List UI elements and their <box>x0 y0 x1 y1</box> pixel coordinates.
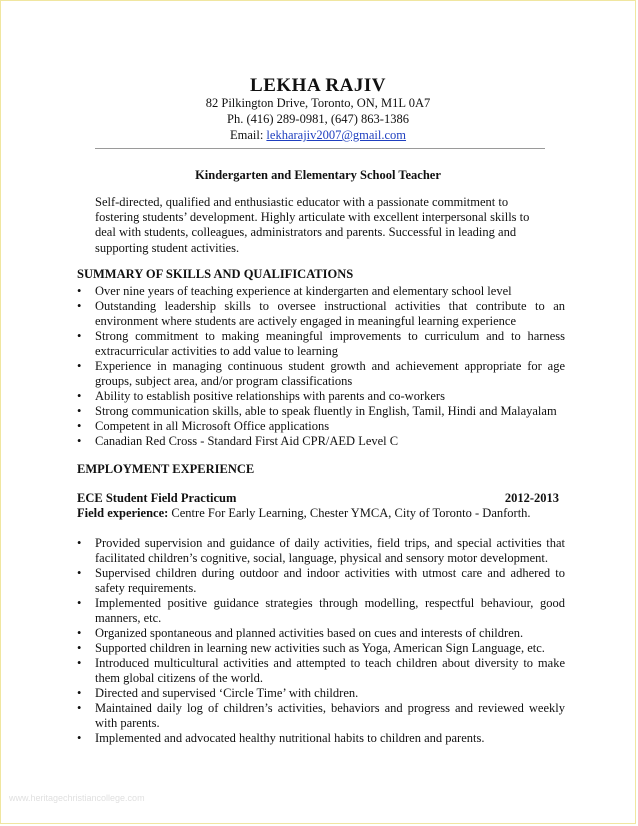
watermark: www.heritagechristiancollege.com <box>9 793 145 803</box>
list-item: • Provided supervision and guidance of daily activities, field trips, and special activities that facilitated children’s cognitive, social, language, physical and sensory motor development. <box>77 536 565 566</box>
email-line <box>1 127 635 143</box>
employment-list <box>77 536 565 746</box>
list-item: • Implemented positive guidance strategies through modelling, respectful behaviour, good manners, etc. <box>77 596 565 626</box>
list-item: • Implemented and advocated healthy nutritional habits to children and parents. <box>77 731 565 746</box>
field-label: Field experience: <box>77 506 169 520</box>
list-item: • Maintained daily log of children’s activities, behaviors and progress and reviewed weekly with parents. <box>77 701 565 731</box>
list-item: • Ability to establish positive relationships with parents and co-workers <box>77 389 565 404</box>
address-line: 82 Pilkington Drive, Toronto, ON, M1L 0A7 <box>205 96 431 110</box>
role-title: Kindergarten and Elementary School Teacher <box>195 168 441 182</box>
list-item: • Strong commitment to making meaningful improvements to curriculum and to harness extracurricular activities to add value to learning <box>77 329 565 359</box>
phone-line: Ph. (416) 289-0981, (647) 863-1386 <box>227 112 409 126</box>
list-item: • Strong communication skills, able to speak fluently in English, Tamil, Hindi and Malayalam <box>77 404 565 419</box>
list-item: • Directed and supervised ‘Circle Time’ with children. <box>77 686 565 701</box>
list-item: • Supported children in learning new activities such as Yoga, American Sign Language, etc. <box>77 641 565 656</box>
skills-heading: SUMMARY OF SKILLS AND QUALIFICATIONS <box>77 267 354 281</box>
list-item: • Canadian Red Cross - Standard First Aid CPR/AED Level C <box>77 434 565 449</box>
list-item: • Supervised children during outdoor and indoor activities with utmost care and adhered to safety requirements. <box>77 566 565 596</box>
job-title: ECE Student Field Practicum <box>77 491 237 505</box>
email-label: Email: <box>229 128 267 142</box>
list-item: • Experience in managing continuous student growth and achievement appropriate for age groups, subject area, and/or program classifications <box>77 359 565 389</box>
list-item: • Competent in all Microsoft Office applications <box>77 419 565 434</box>
list-item: • Outstanding leadership skills to oversee instructional activities that contribute to an environment where students are actively engaged in meaningful learning experience <box>77 299 565 329</box>
skills-list <box>77 284 565 449</box>
profile-summary: Self-directed, qualified and enthusiastic educator with a passionate commitment to fostering students’ development. Highly articulate with excellent interpersonal skills to deal with students, colleagues, administrators and parents. Successful in leading and supporting student activities. <box>95 195 530 255</box>
employment-heading: EMPLOYMENT EXPERIENCE <box>77 462 255 476</box>
candidate-name: LEKHA RAJIV <box>250 75 386 96</box>
job-dates: 2012-2013 <box>504 491 559 505</box>
list-item: • Over nine years of teaching experience at kindergarten and elementary school level <box>77 284 565 299</box>
list-item: • Introduced multicultural activities and attempted to teach children about diversity to make them global citizens of the world. <box>77 656 565 686</box>
field-value: Centre For Early Learning, Chester YMCA, City of Toronto - Danforth. <box>168 506 531 520</box>
job-place <box>77 506 531 521</box>
list-item: • Organized spontaneous and planned activities based on cues and interests of children. <box>77 626 565 641</box>
email-link[interactable]: lekharajiv2007@gmail.com <box>266 128 407 142</box>
header-divider <box>95 148 545 149</box>
